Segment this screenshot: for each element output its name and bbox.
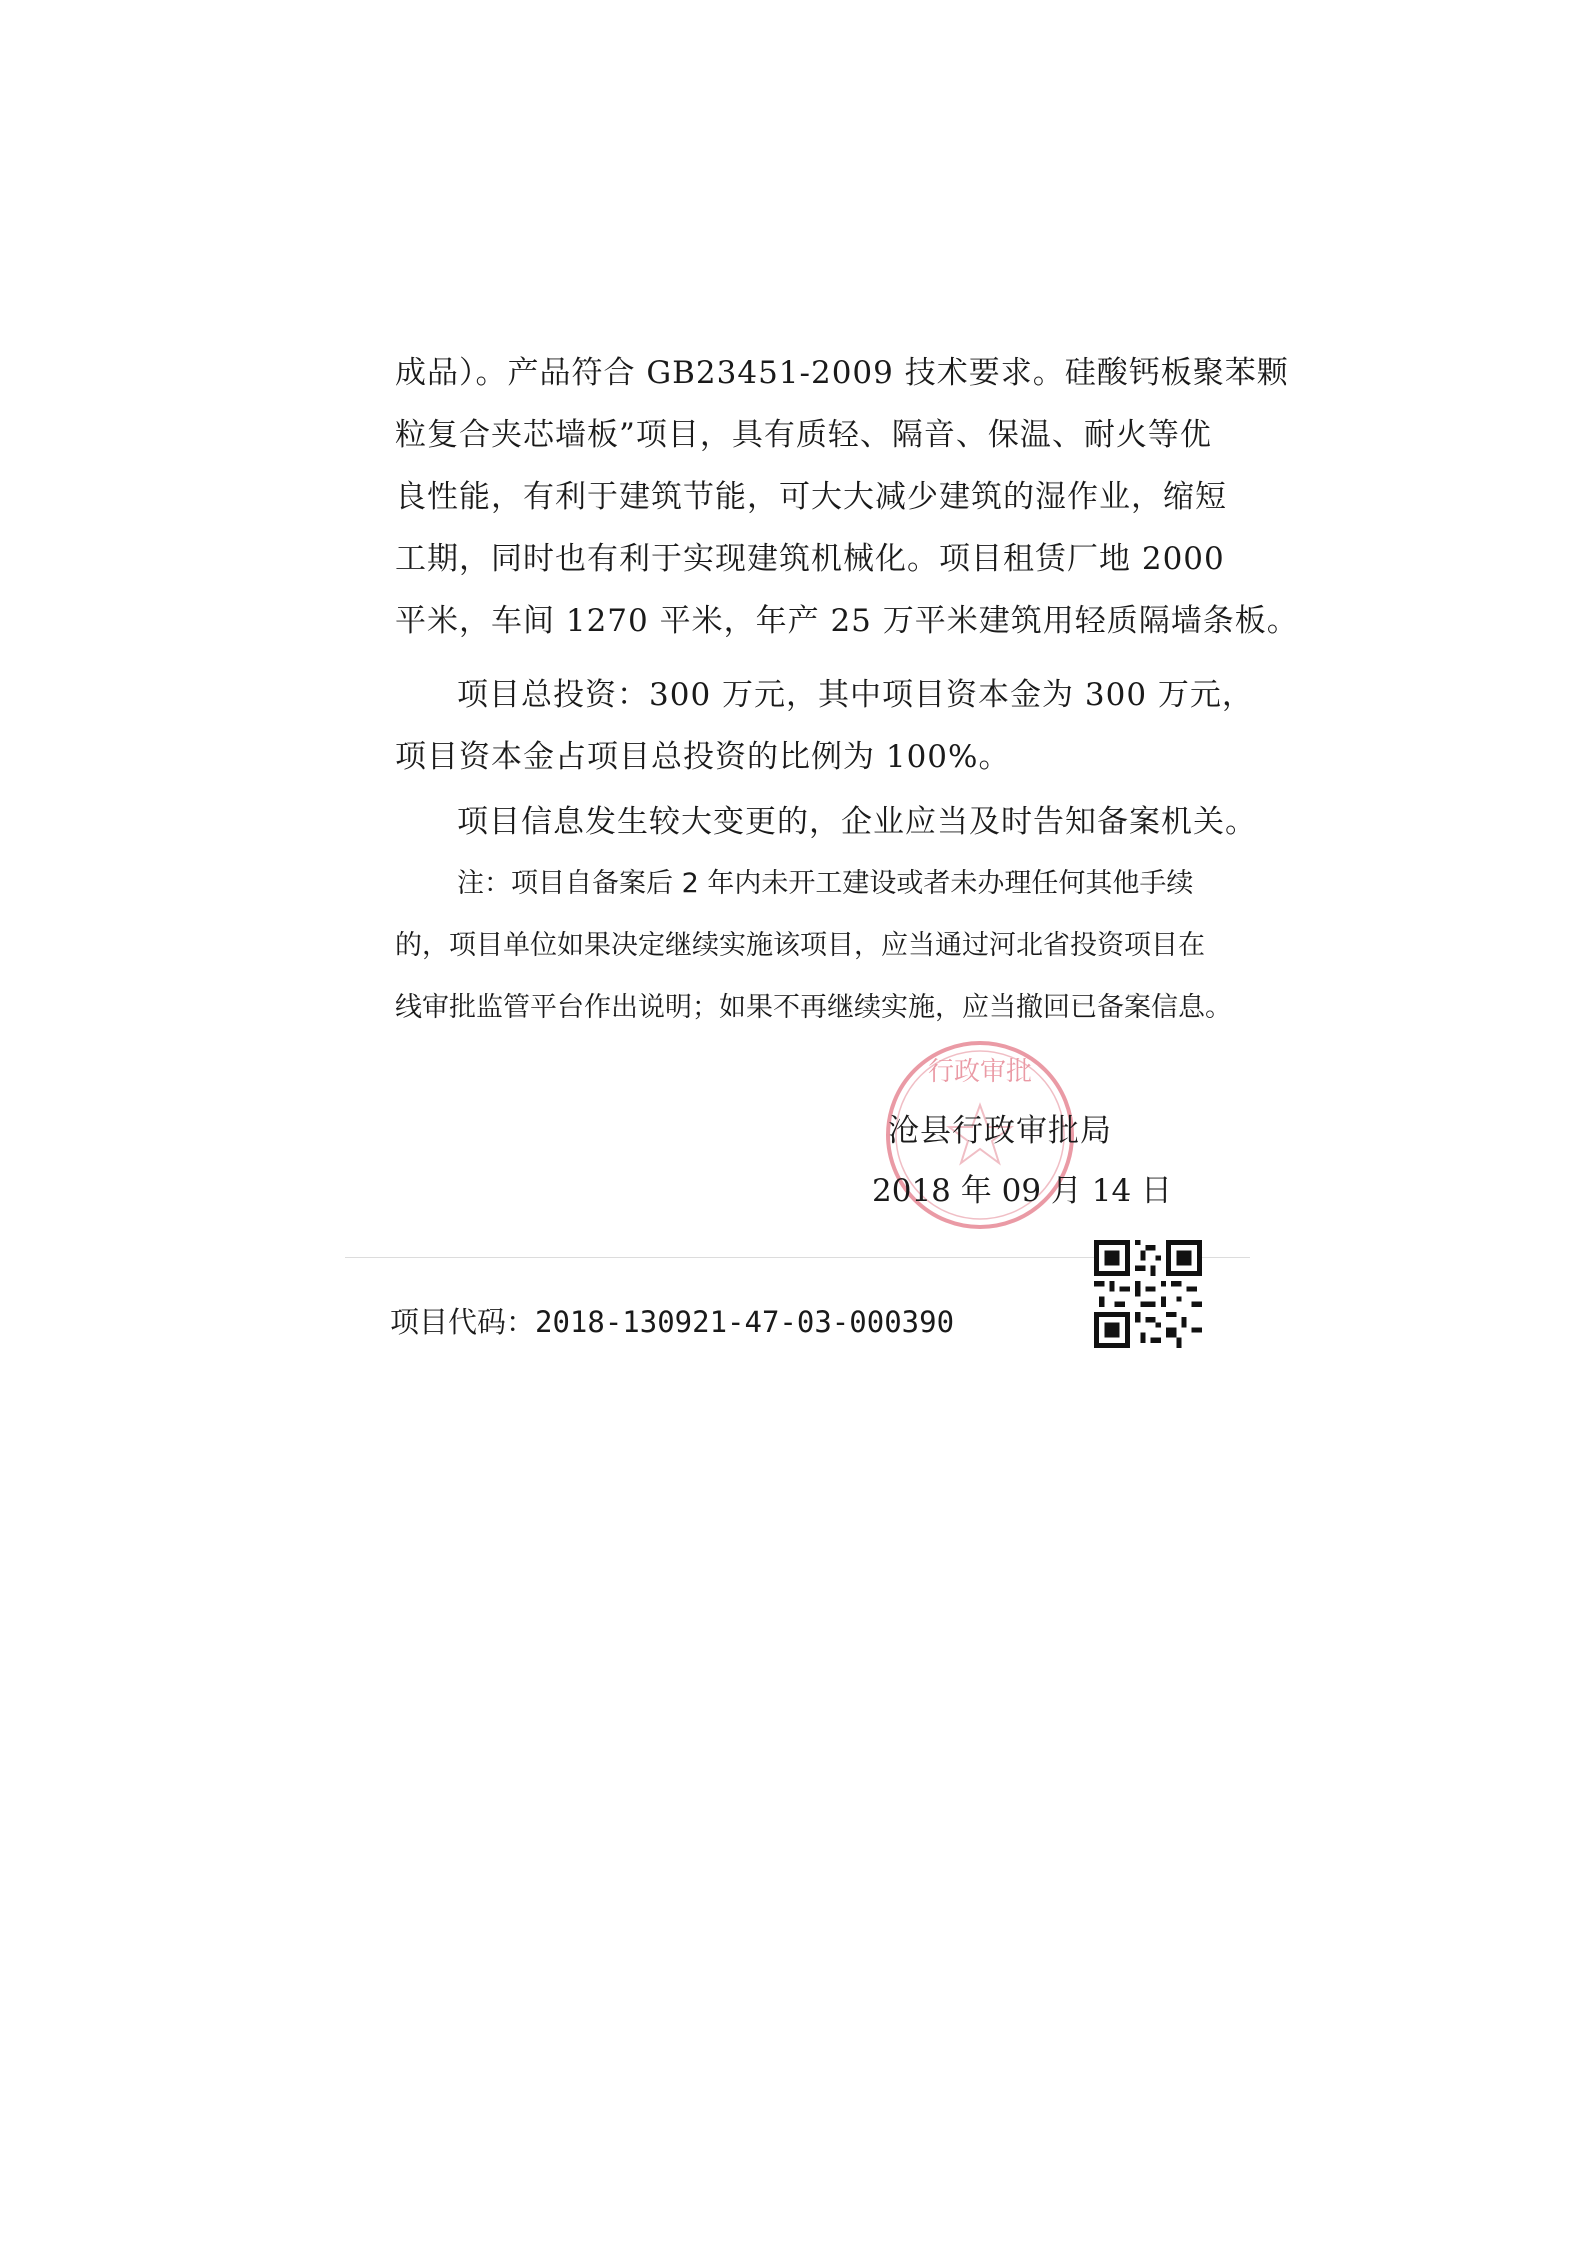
paragraph-1-line: 粒复合夹芯墙板”项目，具有质轻、隔音、保温、耐火等优 — [395, 417, 1212, 453]
paragraph-1 — [395, 342, 1299, 652]
note — [395, 853, 1232, 1039]
note-line: 注：项目自备案后 2 年内未开工建设或者未办理任何其他手续 — [457, 868, 1194, 899]
paragraph-3 — [395, 791, 1257, 853]
note-line: 的，项目单位如果决定继续实施该项目，应当通过河北省投资项目在 — [395, 930, 1205, 961]
project-code: 项目代码：2018-130921-47-03-000390 — [390, 1305, 955, 1339]
paragraph-1-line: 工期，同时也有利于实现建筑机械化。项目租赁厂地 2000 — [395, 541, 1225, 577]
paragraph-2-line: 项目总投资：300 万元，其中项目资本金为 300 万元， — [457, 677, 1254, 713]
paragraph-3-line: 项目信息发生较大变更的，企业应当及时告知备案机关。 — [457, 804, 1257, 840]
paragraph-2 — [395, 664, 1254, 788]
seal-text: 行政审批 — [927, 1057, 1033, 1087]
signer: 沧县行政审批局 — [888, 1113, 1112, 1149]
paragraph-1-line: 良性能，有利于建筑节能，可大大减少建筑的湿作业，缩短 — [395, 479, 1227, 515]
paragraph-2-line: 项目资本金占项目总投资的比例为 100%。 — [395, 739, 1011, 775]
qr-code-icon — [1094, 1240, 1202, 1348]
issue-date: 2018 年 09 月 14 日 — [872, 1173, 1173, 1209]
paragraph-1-line: 平米，车间 1270 平米，年产 25 万平米建筑用轻质隔墙条板。 — [395, 603, 1299, 639]
note-line: 线审批监管平台作出说明；如果不再继续实施，应当撤回已备案信息。 — [395, 992, 1232, 1023]
paragraph-1-line: 成品）。产品符合 GB23451-2009 技术要求。硅酸钙板聚苯颗 — [395, 355, 1289, 391]
